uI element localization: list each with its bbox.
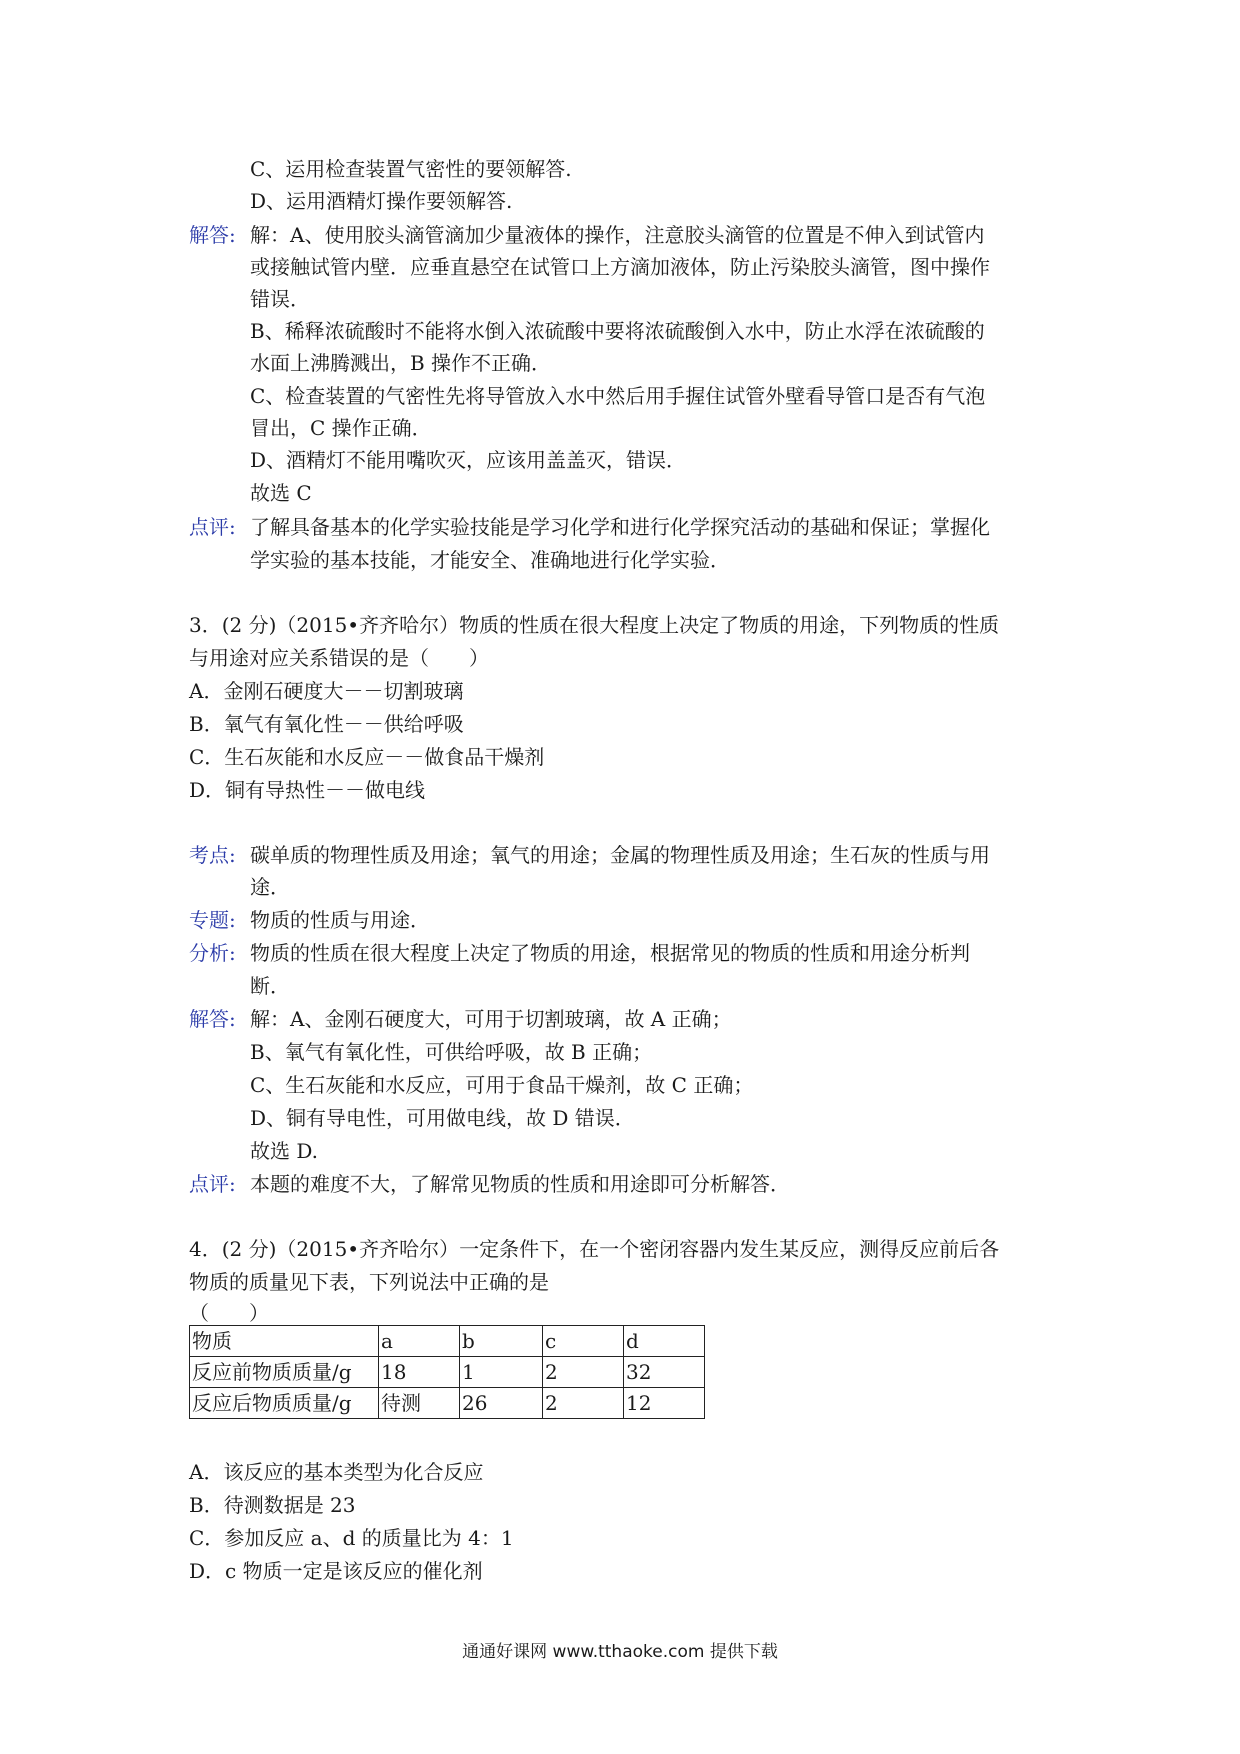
q3-answer-line: 解：A、金刚石硬度大，可用于切割玻璃，故 A 正确； (250, 1007, 732, 1031)
q2-answer-label: 解答: (189, 223, 236, 247)
q2-answer-line: C、检查装置的气密性先将导管放入水中然后用手握住试管外壁看导管口是否有气泡 (250, 384, 986, 408)
q3-kaodian-label: 考点: (189, 843, 236, 867)
q2-analysis-d: D、运用酒精灯操作要领解答. (250, 189, 513, 213)
q4-option-d: D．c 物质一定是该反应的催化剂 (189, 1559, 483, 1583)
q3-option-d: D．铜有导热性－－做电线 (189, 778, 426, 802)
table-cell: a (379, 1326, 460, 1357)
q4-stem-line: 物质的质量见下表，下列说法中正确的是 (189, 1270, 549, 1294)
q4-option-c: C．参加反应 a、d 的质量比为 4：1 (189, 1526, 514, 1550)
q2-answer-line: 错误． (250, 287, 310, 311)
q3-zhuanti-line: 物质的性质与用途． (250, 908, 430, 932)
q3-fenxi-line: 物质的性质在很大程度上决定了物质的用途，根据常见的物质的性质和用途分析判 (250, 941, 970, 965)
q2-answer-line: 解：A、使用胶头滴管滴加少量液体的操作，注意胶头滴管的位置是不伸入到试管内 (250, 223, 985, 247)
q3-option-a: A．金刚石硬度大－－切割玻璃 (189, 679, 464, 703)
q2-comment-line: 学实验的基本技能，才能安全、准确地进行化学实验． (250, 548, 730, 572)
table-cell: 待测 (379, 1388, 460, 1419)
q4-stem-line: 4．(2 分)（2015•齐齐哈尔）一定条件下，在一个密闭容器内发生某反应，测得反应前后各 (189, 1237, 1000, 1261)
q2-answer-line: 水面上沸腾溅出，B 操作不正确． (250, 351, 552, 375)
q4-option-a: A．该反应的基本类型为化合反应 (189, 1460, 484, 1484)
q3-answer-line: D、铜有导电性，可用做电线，故 D 错误． (250, 1106, 635, 1130)
table-cell: b (460, 1326, 543, 1357)
table-cell: 18 (379, 1357, 460, 1388)
q3-comment-line: 本题的难度不大，了解常见物质的性质和用途即可分析解答． (250, 1172, 790, 1196)
q3-kaodian-line: 途． (250, 875, 290, 899)
table-cell: 12 (624, 1388, 705, 1419)
table-row (190, 1388, 705, 1419)
table-cell: 2 (543, 1357, 624, 1388)
table-cell: 1 (460, 1357, 543, 1388)
q3-answer-line: 故选 D. (250, 1139, 319, 1163)
q3-option-b: B．氧气有氧化性－－供给呼吸 (189, 712, 464, 736)
table-cell: 26 (460, 1388, 543, 1419)
q3-fenxi-line: 断． (250, 974, 290, 998)
q2-comment-label: 点评: (189, 515, 236, 539)
q2-answer-line: B、稀释浓硫酸时不能将水倒入浓硫酸中要将浓硫酸倒入水中，防止水浮在浓硫酸的 (250, 319, 985, 343)
page-footer: 通通好课网 www.tthaoke.com 提供下载 (462, 1642, 778, 1662)
table-cell: 反应后物质质量/g (190, 1388, 379, 1419)
q3-comment-label: 点评: (189, 1172, 236, 1196)
q4-data-table (189, 1325, 705, 1419)
q3-option-c: C．生石灰能和水反应－－做食品干燥剂 (189, 745, 545, 769)
q2-answer-line: 冒出，C 操作正确． (250, 416, 432, 440)
q2-comment-line: 了解具备基本的化学实验技能是学习化学和进行化学探究活动的基础和保证；掌握化 (250, 515, 990, 539)
table-cell: 2 (543, 1388, 624, 1419)
q3-stem-line: 3．(2 分)（2015•齐齐哈尔）物质的性质在很大程度上决定了物质的用途，下列物质的性质 (189, 613, 1000, 637)
q2-analysis-c: C、运用检查装置气密性的要领解答. (250, 157, 572, 181)
table-cell: d (624, 1326, 705, 1357)
table-cell: 反应前物质质量/g (190, 1357, 379, 1388)
table-row (190, 1357, 705, 1388)
table-cell: 32 (624, 1357, 705, 1388)
q2-answer-line: 或接触试管内壁．应垂直悬空在试管口上方滴加液体，防止污染胶头滴管，图中操作 (250, 255, 990, 279)
q2-answer-line: 故选 C (250, 481, 312, 505)
q3-zhuanti-label: 专题: (189, 908, 236, 932)
q4-stem-line: （ ） (189, 1301, 269, 1325)
q3-answer-line: C、生石灰能和水反应，可用于食品干燥剂，故 C 正确； (250, 1073, 754, 1097)
q3-answer-line: B、氧气有氧化性，可供给呼吸，故 B 正确； (250, 1040, 653, 1064)
table-row (190, 1326, 705, 1357)
q3-stem-line: 与用途对应关系错误的是（ ） (189, 646, 489, 670)
q4-option-b: B．待测数据是 23 (189, 1493, 356, 1517)
table-cell: 物质 (190, 1326, 379, 1357)
q3-answer-label: 解答: (189, 1007, 236, 1031)
q3-kaodian-line: 碳单质的物理性质及用途；氧气的用途；金属的物理性质及用途；生石灰的性质与用 (250, 843, 990, 867)
q2-answer-line: D、酒精灯不能用嘴吹灭，应该用盖盖灭，错误． (250, 448, 687, 472)
table-cell: c (543, 1326, 624, 1357)
q3-fenxi-label: 分析: (189, 941, 236, 965)
